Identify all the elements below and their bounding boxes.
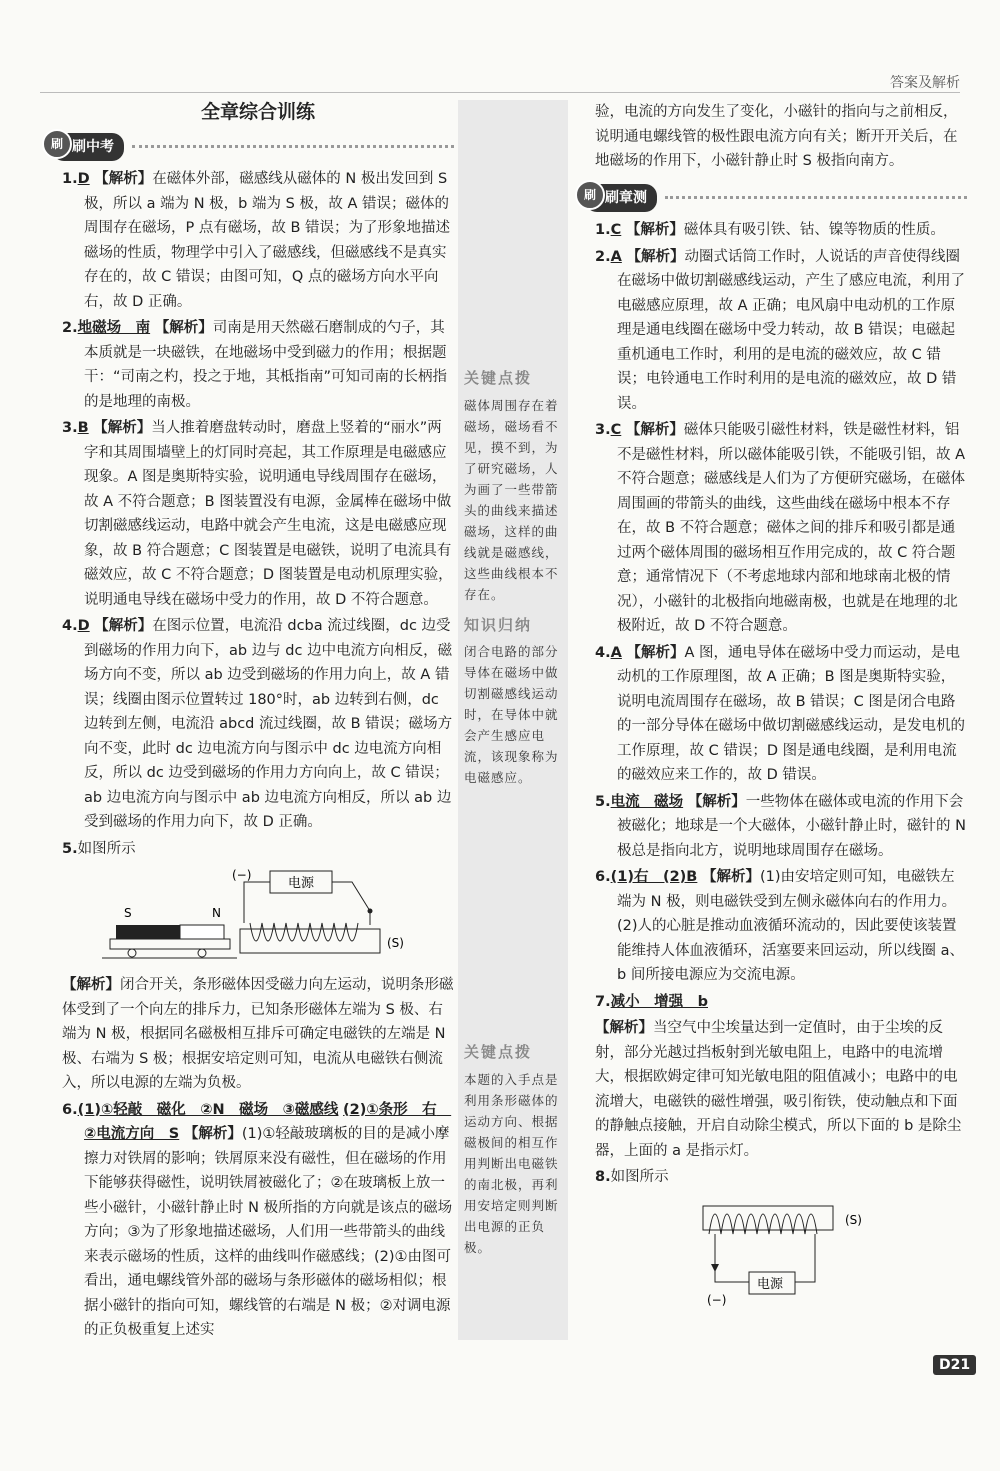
analysis-label: 【解析】 <box>94 171 153 187</box>
analysis-text: (1)①轻敲玻璃板的目的是减小摩擦力对铁屑的影响；铁屑原来没有磁性，但在磁场的作用下能够获得磁性，说明铁屑被磁化了；②在玻璃板上放一些小磁针，小磁针静止时 N 极所指的方向就是该点的磁场方向；③为了形象地描述磁场，人们用一些带箭头的曲线来表示磁场的性质，这样的曲线叫作磁感线；(2)①由图可看出，通电螺线管外部的磁场与条形磁体的磁场相似；根据小磁针的指向可知，螺线管的右端是 N 极；②对调电源的正负极重复上述实 <box>84 1126 453 1338</box>
item-answer: (1)右 (2)B <box>610 869 698 885</box>
item-number: 8. <box>595 1169 611 1185</box>
banner-dots <box>665 196 967 199</box>
analysis-label: 【解析】 <box>62 977 120 993</box>
note-text: 本题的入手点是利用条形磁体的运动方向、根据磁极间的相互作用判断出电磁铁的南北极，再利用安培定则判断出电源的正负极。 <box>464 1071 559 1255</box>
answer-item <box>62 614 454 835</box>
note-title: 知识归纳 <box>464 615 533 634</box>
analysis-text: 在图示位置，电流沿 dcba 流过线圈，dc 边受到磁场的作用力向下，ab 边与 dc 边中电流方向相反，磁场方向不变，所以 ab 边受到磁场的作用力向上，故 A 错误；线圈由图示位置转过 180°时，ab 边转到右侧，dc 边转到左侧，电流沿 abcd 流过线圈，故 B 错误；磁场方向不变，此时 dc 边电流方向与图示中 dc 边电流方向相反，所以 dc 边受到磁场的作用力方向向上，故 C 错误；ab 边电流方向与图示中 ab 边电流方向相反，所以 ab 边受到磁场的作用力向下，故 D 正确。 <box>84 618 453 830</box>
left-column <box>50 100 454 1345</box>
analysis-label: 【解析】 <box>626 644 685 661</box>
item-answer: 减小 增强 b <box>610 993 708 1010</box>
note-title: 关键点拨 <box>464 1043 533 1061</box>
cart-base <box>110 939 230 949</box>
item-answer: (1)①轻敲 磁化 ②N 磁场 ③磁感线 <box>77 1101 339 1118</box>
item-number: 3. <box>595 422 611 438</box>
wire-left <box>244 882 270 923</box>
analysis-label: 【解析】 <box>595 1020 653 1036</box>
answer-item <box>595 418 967 639</box>
answer-item <box>62 416 454 612</box>
s-pole-label: S <box>124 906 132 920</box>
item-number: 5. <box>62 840 78 857</box>
item-number: 1. <box>595 222 611 238</box>
item-number: 6. <box>62 1101 78 1118</box>
item-answer: C <box>610 222 622 238</box>
analysis-text: 一些物体在磁体或电流的作用下会被磁化；地球是一个大磁体，小磁针静止时，磁针的 N 极总是指向北方，说明地球周围存在磁场。 <box>617 793 966 859</box>
wire-left <box>715 1234 749 1282</box>
banner-tag <box>52 133 124 162</box>
analysis-label: 【解析】 <box>687 793 746 810</box>
switch-contact <box>368 909 373 914</box>
analysis-text: A 图，通电导体在磁场中受力而运动，是电动机的工作原理图，故 A 正确；B 图是奥斯特实验，说明电流周围存在磁场，故 B 错误；C 图是闭合电路的一部分导体在磁场中做切割磁感线运动，是发电机的工作原理，故 C 错误；D 图是通电线圈，是利用电流的磁效应来工作的，故 D 错误。 <box>617 644 965 783</box>
analysis-text: 在磁体外部，磁感线从磁体的 N 极出发回到 S 极，所以 a 端为 N 极，b 端为 S 极，故 A 错误；磁体的周围存在磁场，P 点有磁场，故 B 错误；为了形象地描述磁场的性质，物理学中引入了磁感线，但磁感线不是真实存在的，故 C 错误；由图可知，Q 点的磁场方向水平向右，故 D 正确。 <box>84 171 451 310</box>
answer-item <box>62 973 454 1096</box>
right-pole-label: (S) <box>387 936 404 950</box>
item-number: 4. <box>595 644 611 661</box>
analysis-text: 当人推着磨盘转动时，磨盘上竖着的“丽水”两字和其周围墙壁上的灯同时亮起，其工作原理是电磁感应现象。A 图是奥斯特实验，说明通电导线周围存在磁场，故 A 不符合题意；B 图装置没有电源，金属棒在磁场中做切割磁感线运动，电路中就会产生电流，这是电磁感应现象，故 B 符合题意；C 图装置是电磁铁，说明了电流具有磁效应，故 C 不符合题意；D 图装置是电动机原理实验，说明通电导线在磁场中受力的作用，故 D 不符合题意。 <box>84 420 453 608</box>
item-number: 5. <box>595 793 611 810</box>
banner-label: 刷中考 <box>72 138 114 155</box>
solenoid-coil <box>250 923 358 941</box>
answer-item <box>595 1165 967 1190</box>
minus-label: (−) <box>232 868 252 882</box>
analysis-text: 司南是用天然磁石磨制成的勺子，其本质就是一块磁铁，在地磁场中受到磁力的作用；根据题干：“司南之杓，投之于地，其柢指南”可知司南的长柄指的是地理的南极。 <box>84 320 448 410</box>
item-answer: B <box>77 420 89 436</box>
banner-tag <box>585 184 657 213</box>
answer-item <box>595 218 967 243</box>
solenoid-figure-2 <box>685 1194 905 1306</box>
item-answer: 地磁场 南 <box>77 320 151 336</box>
answer-item <box>595 865 967 988</box>
side-notes <box>458 100 568 1340</box>
analysis-label: 【解析】 <box>625 422 684 438</box>
item-answer: (2)①条形 右 ②电流方向 S <box>84 1101 452 1142</box>
answer-item <box>595 990 967 1015</box>
magnet-n-half <box>180 925 224 939</box>
analysis-text: 动圈式话筒工作时，人说话的声音使得线圈在磁场中做切割磁感线运动，产生了感应电流，利用了电磁感应原理，故 A 正确；电风扇中电动机的工作原理是通电线圈在磁场中受力转动，故 B 错误；电磁起重机通电工作时，利用的是电流的磁效应，故 C 错误；电铃通电工作时利用的是电流的磁效应，故 D 错误。 <box>617 248 965 412</box>
item-answer: A <box>610 644 622 661</box>
note-text: 磁体周围存在着磁场，磁场看不见，摸不到，为了研究磁场，人为画了一些带箭头的曲线来描述磁场，这样的曲线就是磁感线，这些曲线根本不存在。 <box>464 397 559 602</box>
current-arrow <box>711 1264 719 1272</box>
analysis-label: 【解析】 <box>183 1126 242 1142</box>
item-number: 3. <box>62 420 78 436</box>
item-number: 4. <box>62 618 78 634</box>
header-divider <box>40 92 960 93</box>
item-number: 1. <box>62 171 78 187</box>
item-answer: C <box>610 422 622 438</box>
n-pole-label: N <box>212 906 221 920</box>
analysis-text: 磁体具有吸引铁、钴、镍等物质的性质。 <box>683 222 945 238</box>
continued-text: 验，电流的方向发生了变化，小磁针的指向与之前相反，说明通电螺线管的极性跟电流方向有关；断开开关后，在地磁场的作用下，小磁针静止时 S 极指向南方。 <box>595 104 958 169</box>
banner-dots <box>132 145 454 148</box>
analysis-text: 闭合开关，条形磁体因受磁力向左运动，说明条形磁体受到了一个向左的排斥力，已知条形磁体左端为 S 极、右端为 N 极，根据同名磁极相互排斥可确定电磁铁的左端是 N 极、右端为 S 极；根据安培定则可知，电流从电磁铁右侧流入，所以电源的左端为负极。 <box>62 977 454 1091</box>
item-number: 2. <box>595 248 611 265</box>
answer-item <box>595 641 967 788</box>
item-answer: 如图所示 <box>610 1169 669 1185</box>
answer-item <box>62 1098 454 1343</box>
solenoid-core <box>240 929 380 953</box>
source-label: 电源 <box>757 1276 784 1292</box>
analysis-label: 【解析】 <box>626 248 685 265</box>
analysis-text: 磁体只能吸引磁性材料，铁是磁性材料，铝不是磁性材料，所以磁体能吸引铁，不能吸引铝，故 A 不符合题意；磁感线是人们为了方便研究磁场，在磁体周围画的带箭头的曲线，这些曲线在磁场中根本不存在，故 B 不符合题意；磁体之间的排斥和吸引都是通过两个磁体周围的磁场相互作用完成的，故 C 符合题意；通常情况下（不考虑地球内部和地球南北极的情况），小磁针的北极指向地磁南极，也就是在地理的北极附近，故 D 不符合题意。 <box>617 422 966 634</box>
page-header: 答案及解析 <box>890 75 960 91</box>
chapter-title: 全章综合训练 <box>200 101 315 123</box>
brush-icon: 刷 <box>42 129 72 159</box>
analysis-label: 【解析】 <box>701 869 760 885</box>
cart-wheel <box>198 949 206 957</box>
item-number: 2. <box>62 320 78 336</box>
magnet-s-half <box>116 925 180 939</box>
analysis-text: 当空气中尘埃量达到一定值时，由于尘埃的反射，部分光越过挡板射到光敏电阻上，电路中的电流增大，根据欧姆定律可知光敏电阻的阻值减小；电路中的电流增大，电磁铁的磁性增强，吸引衔铁，使动触点和下面的静触点接触，开启自动除尘模式，所以下面的 b 是除尘器，上面的 a 是指示灯。 <box>595 1020 962 1159</box>
item-answer: D <box>77 171 90 187</box>
minus-label: (−) <box>707 1292 727 1306</box>
answer-item <box>595 790 967 864</box>
item-answer: 如图所示 <box>77 840 136 857</box>
right-pole-label: (S) <box>845 1212 862 1227</box>
note-title: 关键点拨 <box>464 369 533 387</box>
analysis-label: 【解析】 <box>154 320 213 336</box>
banner-zhongkao <box>52 133 454 162</box>
item-number: 7. <box>595 993 611 1010</box>
analysis-text: (1)由安培定则可知，电磁铁左端为 N 极，则电磁铁受到左侧永磁体向右的作用力。(2)人的心脏是推动血液循环流动的，因此要使该装置能维持人体血液循环，活塞要来回运动，所以线圈 a、b 间所接电源应为交流电源。 <box>617 869 964 983</box>
banner-label: 刷章测 <box>605 189 647 206</box>
item-answer: 电流 磁场 <box>610 793 684 810</box>
analysis-label: 【解析】 <box>93 420 152 436</box>
page-number: D21 <box>933 1355 976 1375</box>
note-text: 闭合电路的部分导体在磁场中做切割磁感线运动时，在导体中就会产生感应电流，该现象称为电磁感应。 <box>464 644 559 785</box>
item-number: 6. <box>595 869 611 885</box>
switch-wire <box>332 882 370 925</box>
item-answer: A <box>610 248 622 265</box>
brush-icon: 刷 <box>575 180 605 210</box>
wire-right <box>795 1234 815 1282</box>
banner-zhangce <box>585 184 967 213</box>
answer-item <box>62 316 454 414</box>
answer-item <box>595 245 967 417</box>
solenoid-figure-1 <box>102 863 432 971</box>
analysis-label: 【解析】 <box>94 618 153 634</box>
solenoid-coil <box>709 1214 817 1234</box>
analysis-label: 【解析】 <box>625 222 684 238</box>
answer-item <box>62 837 454 862</box>
right-column <box>583 100 967 1306</box>
answer-item <box>595 1016 967 1163</box>
cart-wheel <box>128 949 136 957</box>
item-answer: D <box>77 618 90 634</box>
source-label: 电源 <box>288 876 315 891</box>
answer-item <box>62 167 454 314</box>
